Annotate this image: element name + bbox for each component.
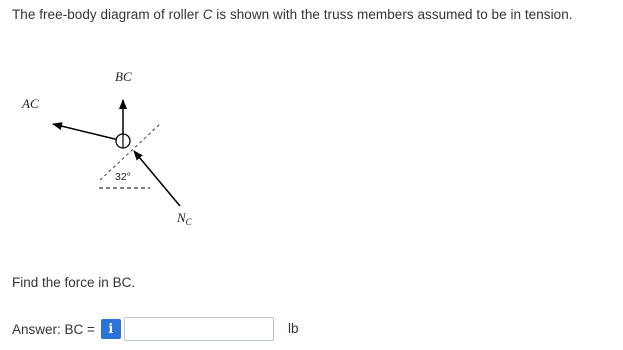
intro-text-start: The free-body diagram of roller [12, 7, 203, 22]
label-nc [176, 210, 193, 227]
label-nc-subscript: C [185, 217, 192, 227]
info-icon[interactable]: i [101, 319, 121, 339]
angle-label: 32° [115, 171, 131, 183]
question-text-start: Find the force in [12, 275, 113, 290]
label-nc-main: N [177, 210, 186, 225]
unit-label: lb [288, 321, 299, 336]
question-text-end: . [131, 275, 136, 290]
question-member-var: BC [112, 275, 132, 290]
question-text [12, 275, 135, 290]
intro-roller-var: C [202, 7, 213, 22]
intro-text-end: is shown with the truss members assumed to be in tension. [212, 7, 573, 22]
label-bc: BC [115, 69, 132, 84]
answer-input[interactable] [124, 317, 274, 341]
answer-label: Answer: BC = [12, 321, 95, 337]
answer-row [12, 315, 274, 343]
normal-force-nc-arrow [134, 151, 180, 206]
label-ac: AC [22, 96, 39, 111]
force-ac-arrow [53, 124, 123, 141]
